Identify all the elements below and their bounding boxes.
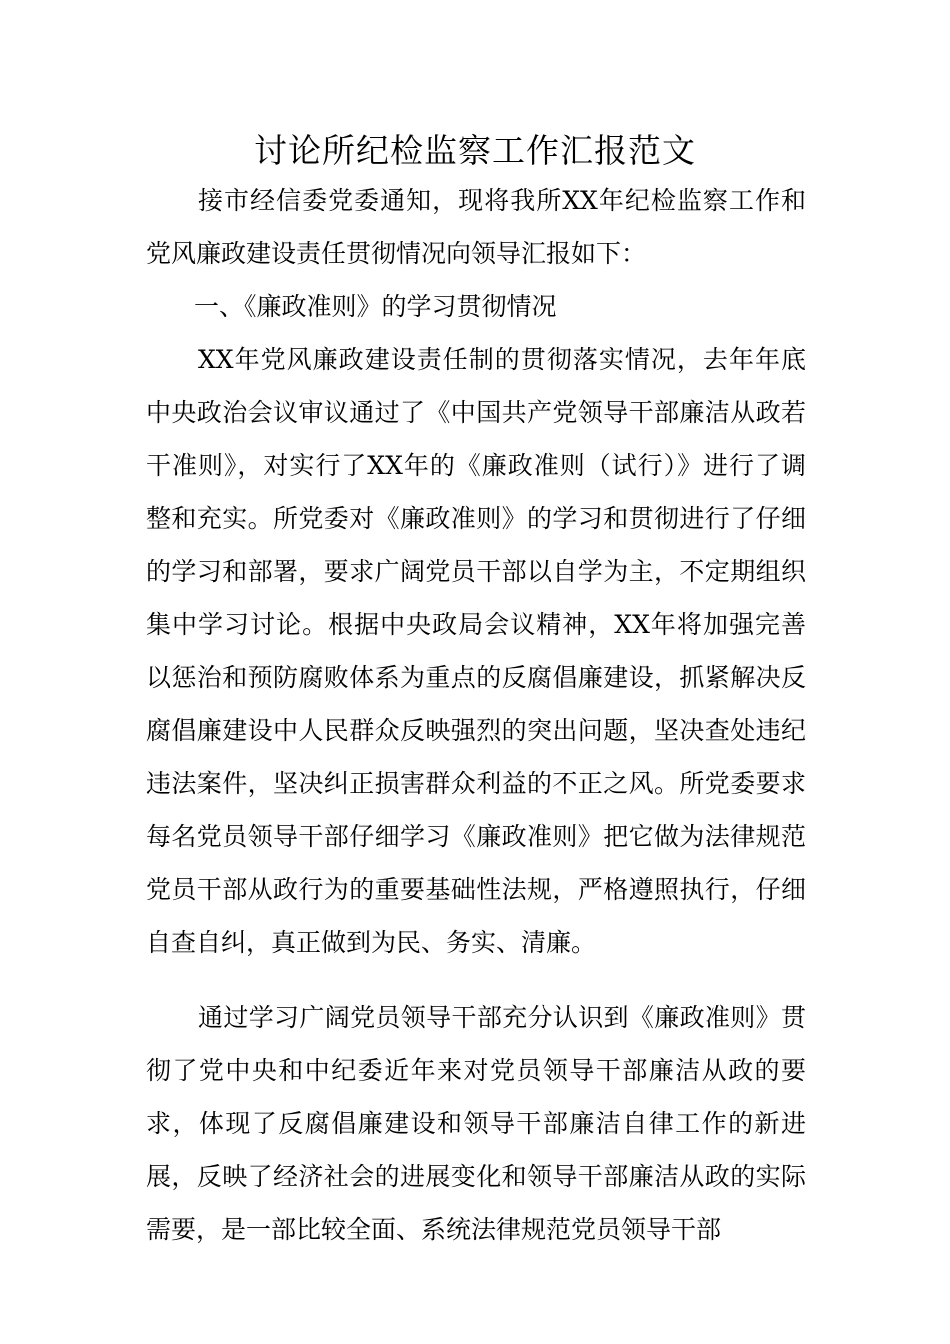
body-paragraph: XX年党风廉政建设责任制的贯彻落实情况，去年年底中央政治会议审议通过了《中国共产党领导干部廉洁从政若干准则》，对实行了XX年的《廉政准则（试行）》进行了调整和充实。所党委对《廉政准则》的学习和贯彻进行了仔细的学习和部署，要求广阔党员干部以自学为主，不定期组织集中学习讨论。根据中央政局会议精神，XX年将加强完善以惩治和预防腐败体系为重点的反腐倡廉建设，抓紧解决反腐倡廉建设中人民群众反映强烈的突出问题，坚决查处违纪违法案件，坚决纠正损害群众利益的不正之风。所党委要求每名党员领导干部仔细学习《廉政准则》把它做为法律规范党员干部从政行为的重要基础性法规，严格遵照执行，仔细自查自纠，真正做到为民、务实、清廉。 <box>146 345 806 957</box>
document-body <box>146 174 806 1256</box>
intro-paragraph: 接市经信委党委通知，现将我所XX年纪检监察工作和党风廉政建设责任贯彻情况向领导汇报如下： <box>146 186 806 268</box>
body-paragraph: 通过学习广阔党员领导干部充分认识到《廉政准则》贯彻了党中央和中纪委近年来对党员领导干部廉洁从政的要求，体现了反腐倡廉建设和领导干部廉洁自律工作的新进展，反映了经济社会的进展变化和领导干部廉洁从政的实际需要，是一部比较全面、系统法律规范党员领导干部 <box>146 1003 806 1244</box>
document-title: 讨论所纪检监察工作汇报范文 <box>254 131 696 170</box>
section-heading: 一、《廉政准则》的学习贯彻情况 <box>194 292 557 321</box>
